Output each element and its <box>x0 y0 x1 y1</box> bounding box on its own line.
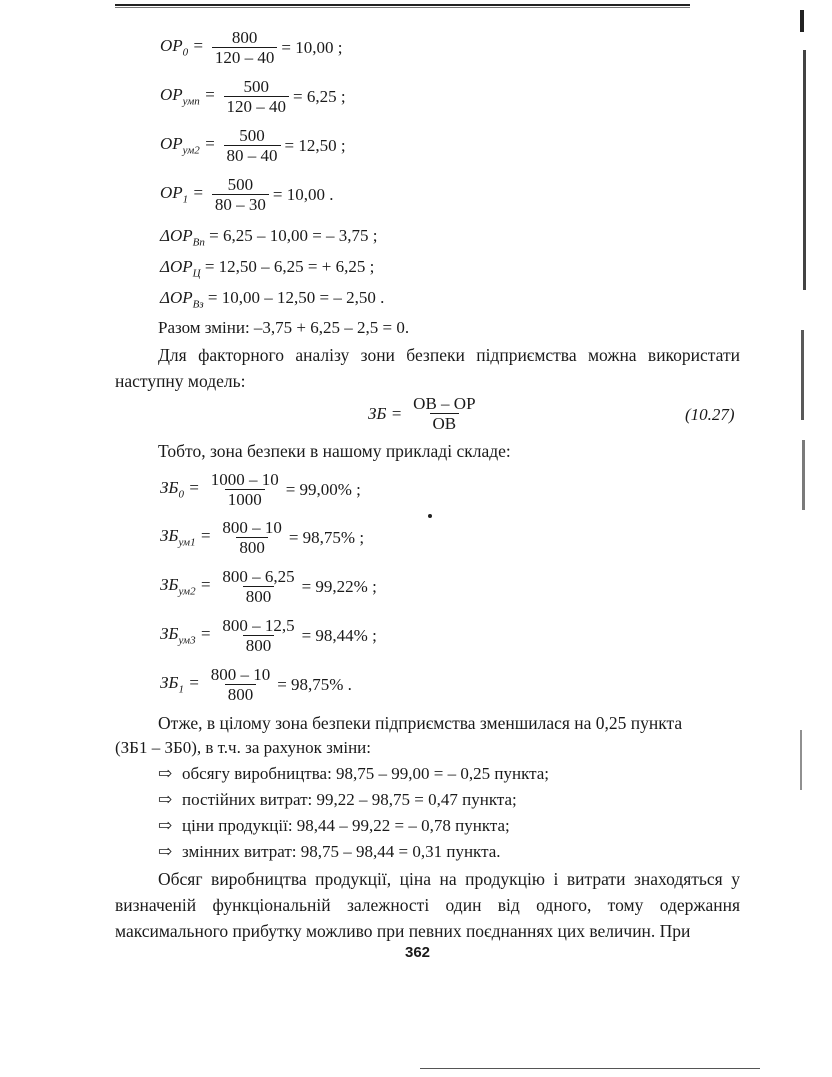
list-item: ⇨ постійних витрат: 99,22 – 98,75 = 0,47 пункта; <box>158 790 517 809</box>
right-arrow-icon: ⇨ <box>158 842 173 861</box>
paragraph-final: Обсяг виробництва продукції, ціна на продукцію і витрати знаходяться у визначеній функціональній залежності один від одного, тому одержання максимального прибутку можливо при певних поєднаннях цих величин. При <box>115 869 740 941</box>
right-arrow-icon: ⇨ <box>158 790 173 809</box>
equation-zb-um2: $ЗБ_{ум2}$ = $\frac{800 - 6,25}{800}$ = 99,22% ; <box>160 567 377 606</box>
bottom-rule <box>420 1068 760 1069</box>
paragraph-summary-cont: (ЗБ1 – ЗБ0), в т.ч. за рахунок зміни: <box>115 738 371 757</box>
list-item: ⇨ змінних витрат: 98,75 – 98,44 = 0,31 пункта. <box>158 842 501 861</box>
equation-zb-um1: $ЗБ_{ум1}$ = $\frac{800 - 10}{800}$ = 98,75% ; <box>160 518 365 557</box>
equation-op-ump: $OP_{умп}$ = $\frac{500}{120 - 40}$ = 6,25 ; <box>160 77 346 116</box>
equation-op-1: $OP_1$ = $\frac{500}{80 - 30}$ = 10,00 . <box>160 175 334 214</box>
scan-margin-mark <box>800 10 804 32</box>
top-rule <box>115 4 690 6</box>
paragraph-example: Тобто, зона безпеки в нашому прикладі складе: <box>158 441 511 461</box>
right-arrow-icon: ⇨ <box>158 816 173 835</box>
equation-op-0: $OP_0$ = $\frac{800}{120 - 40}$ = 10,00 ; <box>160 28 343 67</box>
equation-zb-um3: $ЗБ_{ум3}$ = $\frac{800 - 12,5}{800}$ = 98,44% ; <box>160 616 377 655</box>
equation-number: (10.27) <box>685 405 735 424</box>
equation-op-um2: $OP_{ум2}$ = $\frac{500}{80 - 40}$ = 12,50 ; <box>160 126 346 165</box>
paragraph-model-intro: Для факторного аналізу зони безпеки підприємства можна використати наступну модель: <box>115 345 740 391</box>
equation-zb-1: $ЗБ_1$ = $\frac{800 - 10}{800}$ = 98,75% . <box>160 665 352 704</box>
list-item: ⇨ ціни продукції: 98,44 – 99,22 = – 0,78 пункта; <box>158 816 510 835</box>
right-arrow-icon: ⇨ <box>158 764 173 783</box>
delta-op-c: $\Delta OP_Ц = 12,50 - 6,25$ = + 6,25 ; <box>160 257 375 280</box>
equation-zb-0: $ЗБ_0$ = $\frac{1000 - 10}{1000}$ = 99,00% ; <box>160 470 361 509</box>
list-item: ⇨ обсягу виробництва: 98,75 – 99,00 = – 0,25 пункта; <box>158 764 550 783</box>
top-rule-thin <box>115 7 690 8</box>
scan-margin-mark <box>800 730 802 790</box>
scan-dot <box>428 514 432 518</box>
page-number: 362 <box>405 944 431 961</box>
delta-op-vz: $\Delta OP_{Вз} = 10,00 - 12,50$ = – 2,50 . <box>160 288 385 311</box>
delta-op-vp: $\Delta OP_{Вп} = 6,25 - 10,00$ = – 3,75 ; <box>160 226 378 249</box>
formula-10-27: ЗБ = $\frac{ОВ - ОР}{ОВ}$ <box>368 394 476 433</box>
scan-margin-mark <box>803 50 806 290</box>
paragraph-summary: Отже, в цілому зона безпеки підприємства зменшилася на 0,25 пункта <box>158 713 683 733</box>
scan-margin-mark <box>802 440 805 510</box>
total-change: Разом зміни: –3,75 + 6,25 – 2,5 = 0. <box>158 318 410 337</box>
scan-margin-mark <box>801 330 804 420</box>
